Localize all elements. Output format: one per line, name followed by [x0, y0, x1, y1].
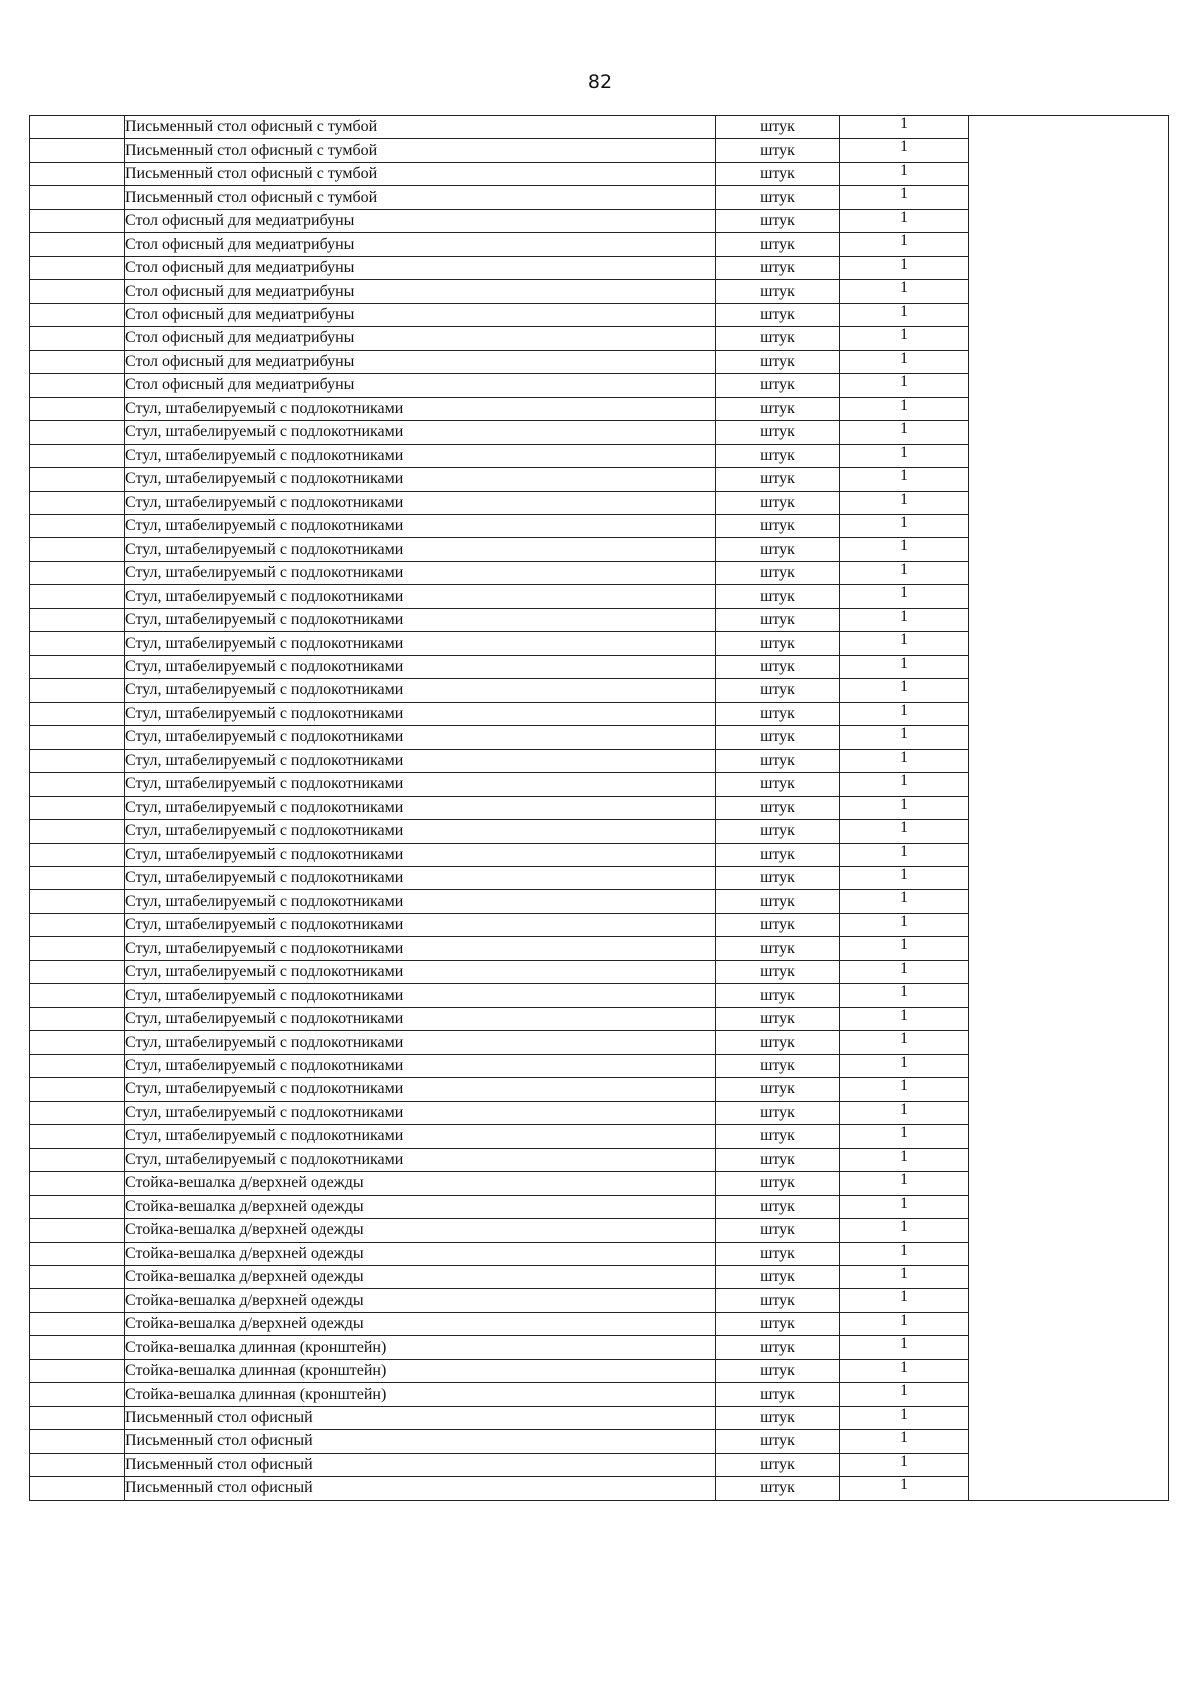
row-number-cell [30, 890, 125, 913]
unit-cell: штук [716, 397, 840, 420]
quantity-cell: 1 [840, 162, 969, 185]
unit-cell: штук [716, 1031, 840, 1054]
item-name-cell: Стул, штабелируемый с подлокотниками [125, 1031, 716, 1054]
unit-cell: штук [716, 960, 840, 983]
item-name-cell: Стул, штабелируемый с подлокотниками [125, 1054, 716, 1077]
item-name-cell: Стойка-вешалка д/верхней одежды [125, 1195, 716, 1218]
quantity-cell: 1 [840, 538, 969, 561]
row-number-cell [30, 632, 125, 655]
unit-cell: штук [716, 491, 840, 514]
row-number-cell [30, 1007, 125, 1030]
unit-cell: штук [716, 655, 840, 678]
row-number-cell [30, 1054, 125, 1077]
quantity-cell: 1 [840, 1312, 969, 1335]
row-number-cell [30, 749, 125, 772]
quantity-cell: 1 [840, 514, 969, 537]
quantity-cell: 1 [840, 303, 969, 326]
quantity-cell: 1 [840, 726, 969, 749]
row-number-cell [30, 984, 125, 1007]
item-name-cell: Стул, штабелируемый с подлокотниками [125, 843, 716, 866]
unit-cell: штук [716, 1007, 840, 1030]
quantity-cell: 1 [840, 397, 969, 420]
row-number-cell [30, 937, 125, 960]
inventory-table [29, 115, 1169, 1501]
row-number-cell [30, 1430, 125, 1453]
quantity-cell: 1 [840, 1125, 969, 1148]
quantity-cell: 1 [840, 1430, 969, 1453]
quantity-cell: 1 [840, 585, 969, 608]
row-number-cell [30, 350, 125, 373]
unit-cell: штук [716, 1336, 840, 1359]
row-number-cell [30, 538, 125, 561]
item-name-cell: Стул, штабелируемый с подлокотниками [125, 1125, 716, 1148]
item-name-cell: Стойка-вешалка д/верхней одежды [125, 1172, 716, 1195]
unit-cell: штук [716, 1242, 840, 1265]
item-name-cell: Стул, штабелируемый с подлокотниками [125, 585, 716, 608]
row-number-cell [30, 1289, 125, 1312]
item-name-cell: Стул, штабелируемый с подлокотниками [125, 796, 716, 819]
unit-cell: штук [716, 1195, 840, 1218]
quantity-cell: 1 [840, 561, 969, 584]
row-number-cell [30, 397, 125, 420]
item-name-cell: Письменный стол офисный с тумбой [125, 162, 716, 185]
row-number-cell [30, 773, 125, 796]
unit-cell: штук [716, 585, 840, 608]
unit-cell: штук [716, 702, 840, 725]
item-name-cell: Стул, штабелируемый с подлокотниками [125, 749, 716, 772]
quantity-cell: 1 [840, 820, 969, 843]
item-name-cell: Письменный стол офисный [125, 1477, 716, 1500]
quantity-cell: 1 [840, 1265, 969, 1288]
item-name-cell: Письменный стол офисный [125, 1406, 716, 1429]
item-name-cell: Стол офисный для медиатрибуны [125, 303, 716, 326]
item-name-cell: Стол офисный для медиатрибуны [125, 374, 716, 397]
unit-cell: штук [716, 468, 840, 491]
row-number-cell [30, 116, 125, 139]
row-number-cell [30, 421, 125, 444]
quantity-cell: 1 [840, 209, 969, 232]
quantity-cell: 1 [840, 256, 969, 279]
item-name-cell: Стул, штабелируемый с подлокотниками [125, 820, 716, 843]
row-number-cell [30, 374, 125, 397]
row-number-cell [30, 1359, 125, 1382]
unit-cell: штук [716, 820, 840, 843]
quantity-cell: 1 [840, 233, 969, 256]
item-name-cell: Письменный стол офисный [125, 1453, 716, 1476]
item-name-cell: Стул, штабелируемый с подлокотниками [125, 984, 716, 1007]
item-name-cell: Стул, штабелируемый с подлокотниками [125, 538, 716, 561]
unit-cell: штук [716, 116, 840, 139]
item-name-cell: Стол офисный для медиатрибуны [125, 256, 716, 279]
unit-cell: штук [716, 350, 840, 373]
quantity-cell: 1 [840, 186, 969, 209]
item-name-cell: Стул, штабелируемый с подлокотниками [125, 655, 716, 678]
row-number-cell [30, 1453, 125, 1476]
row-number-cell [30, 186, 125, 209]
item-name-cell: Стул, штабелируемый с подлокотниками [125, 491, 716, 514]
row-number-cell [30, 1125, 125, 1148]
quantity-cell: 1 [840, 1054, 969, 1077]
item-name-cell: Стойка-вешалка д/верхней одежды [125, 1289, 716, 1312]
row-number-cell [30, 561, 125, 584]
quantity-cell: 1 [840, 1195, 969, 1218]
item-name-cell: Стул, штабелируемый с подлокотниками [125, 702, 716, 725]
item-name-cell: Стол офисный для медиатрибуны [125, 233, 716, 256]
row-number-cell [30, 960, 125, 983]
quantity-cell: 1 [840, 1477, 969, 1500]
unit-cell: штук [716, 1078, 840, 1101]
row-number-cell [30, 444, 125, 467]
quantity-cell: 1 [840, 608, 969, 631]
row-number-cell [30, 1242, 125, 1265]
quantity-cell: 1 [840, 1219, 969, 1242]
unit-cell: штук [716, 1312, 840, 1335]
quantity-cell: 1 [840, 1101, 969, 1124]
row-number-cell [30, 796, 125, 819]
item-name-cell: Стул, штабелируемый с подлокотниками [125, 561, 716, 584]
unit-cell: штук [716, 984, 840, 1007]
unit-cell: штук [716, 796, 840, 819]
unit-cell: штук [716, 256, 840, 279]
unit-cell: штук [716, 139, 840, 162]
quantity-cell: 1 [840, 1031, 969, 1054]
quantity-cell: 1 [840, 913, 969, 936]
row-number-cell [30, 491, 125, 514]
quantity-cell: 1 [840, 1383, 969, 1406]
item-name-cell: Стул, штабелируемый с подлокотниками [125, 1078, 716, 1101]
unit-cell: штук [716, 514, 840, 537]
item-name-cell: Стул, штабелируемый с подлокотниками [125, 913, 716, 936]
quantity-cell: 1 [840, 374, 969, 397]
item-name-cell: Стул, штабелируемый с подлокотниками [125, 514, 716, 537]
item-name-cell: Стойка-вешалка длинная (кронштейн) [125, 1336, 716, 1359]
unit-cell: штук [716, 749, 840, 772]
quantity-cell: 1 [840, 1453, 969, 1476]
item-name-cell: Стойка-вешалка д/верхней одежды [125, 1312, 716, 1335]
row-number-cell [30, 209, 125, 232]
quantity-cell: 1 [840, 843, 969, 866]
unit-cell: штук [716, 632, 840, 655]
unit-cell: штук [716, 1148, 840, 1171]
unit-cell: штук [716, 679, 840, 702]
unit-cell: штук [716, 1125, 840, 1148]
row-number-cell [30, 327, 125, 350]
row-number-cell [30, 1383, 125, 1406]
table-body [30, 116, 1169, 1501]
row-number-cell [30, 1336, 125, 1359]
quantity-cell: 1 [840, 350, 969, 373]
unit-cell: штук [716, 374, 840, 397]
unit-cell: штук [716, 444, 840, 467]
item-name-cell: Стойка-вешалка д/верхней одежды [125, 1265, 716, 1288]
unit-cell: штук [716, 1289, 840, 1312]
unit-cell: штук [716, 233, 840, 256]
item-name-cell: Стул, штабелируемый с подлокотниками [125, 632, 716, 655]
unit-cell: штук [716, 1172, 840, 1195]
item-name-cell: Стойка-вешалка длинная (кронштейн) [125, 1359, 716, 1382]
unit-cell: штук [716, 162, 840, 185]
quantity-cell: 1 [840, 984, 969, 1007]
quantity-cell: 1 [840, 632, 969, 655]
item-name-cell: Стул, штабелируемый с подлокотниками [125, 867, 716, 890]
quantity-cell: 1 [840, 421, 969, 444]
quantity-cell: 1 [840, 468, 969, 491]
unit-cell: штук [716, 843, 840, 866]
item-name-cell: Стул, штабелируемый с подлокотниками [125, 960, 716, 983]
row-number-cell [30, 1477, 125, 1500]
row-number-cell [30, 843, 125, 866]
row-number-cell [30, 303, 125, 326]
table-row [30, 116, 1169, 139]
item-name-cell: Стул, штабелируемый с подлокотниками [125, 1148, 716, 1171]
item-name-cell: Стол офисный для медиатрибуны [125, 209, 716, 232]
quantity-cell: 1 [840, 1406, 969, 1429]
unit-cell: штук [716, 1477, 840, 1500]
quantity-cell: 1 [840, 139, 969, 162]
quantity-cell: 1 [840, 1336, 969, 1359]
quantity-cell: 1 [840, 749, 969, 772]
row-number-cell [30, 468, 125, 491]
item-name-cell: Стул, штабелируемый с подлокотниками [125, 1007, 716, 1030]
quantity-cell: 1 [840, 1172, 969, 1195]
row-number-cell [30, 655, 125, 678]
item-name-cell: Стул, штабелируемый с подлокотниками [125, 608, 716, 631]
unit-cell: штук [716, 421, 840, 444]
unit-cell: штук [716, 1219, 840, 1242]
quantity-cell: 1 [840, 960, 969, 983]
unit-cell: штук [716, 1101, 840, 1124]
notes-cell [969, 116, 1169, 1501]
row-number-cell [30, 1219, 125, 1242]
quantity-cell: 1 [840, 327, 969, 350]
unit-cell: штук [716, 561, 840, 584]
item-name-cell: Стойка-вешалка д/верхней одежды [125, 1242, 716, 1265]
quantity-cell: 1 [840, 1242, 969, 1265]
item-name-cell: Стул, штабелируемый с подлокотниками [125, 468, 716, 491]
item-name-cell: Письменный стол офисный с тумбой [125, 186, 716, 209]
item-name-cell: Стойка-вешалка длинная (кронштейн) [125, 1383, 716, 1406]
quantity-cell: 1 [840, 280, 969, 303]
row-number-cell [30, 1078, 125, 1101]
quantity-cell: 1 [840, 679, 969, 702]
unit-cell: штук [716, 1453, 840, 1476]
unit-cell: штук [716, 538, 840, 561]
unit-cell: штук [716, 937, 840, 960]
row-number-cell [30, 1195, 125, 1218]
item-name-cell: Стул, штабелируемый с подлокотниками [125, 397, 716, 420]
quantity-cell: 1 [840, 1359, 969, 1382]
unit-cell: штук [716, 1430, 840, 1453]
unit-cell: штук [716, 1383, 840, 1406]
item-name-cell: Стойка-вешалка д/верхней одежды [125, 1219, 716, 1242]
unit-cell: штук [716, 280, 840, 303]
row-number-cell [30, 514, 125, 537]
quantity-cell: 1 [840, 1078, 969, 1101]
unit-cell: штук [716, 209, 840, 232]
row-number-cell [30, 820, 125, 843]
row-number-cell [30, 726, 125, 749]
row-number-cell [30, 867, 125, 890]
row-number-cell [30, 1101, 125, 1124]
quantity-cell: 1 [840, 773, 969, 796]
unit-cell: штук [716, 890, 840, 913]
unit-cell: штук [716, 1054, 840, 1077]
quantity-cell: 1 [840, 491, 969, 514]
row-number-cell [30, 280, 125, 303]
item-name-cell: Стул, штабелируемый с подлокотниками [125, 1101, 716, 1124]
unit-cell: штук [716, 1359, 840, 1382]
page-number: 82 [587, 71, 613, 93]
quantity-cell: 1 [840, 116, 969, 139]
quantity-cell: 1 [840, 1148, 969, 1171]
row-number-cell [30, 679, 125, 702]
row-number-cell [30, 1406, 125, 1429]
row-number-cell [30, 1265, 125, 1288]
unit-cell: штук [716, 1265, 840, 1288]
quantity-cell: 1 [840, 937, 969, 960]
row-number-cell [30, 139, 125, 162]
quantity-cell: 1 [840, 702, 969, 725]
quantity-cell: 1 [840, 796, 969, 819]
row-number-cell [30, 702, 125, 725]
unit-cell: штук [716, 186, 840, 209]
unit-cell: штук [716, 608, 840, 631]
item-name-cell: Письменный стол офисный с тумбой [125, 116, 716, 139]
quantity-cell: 1 [840, 1289, 969, 1312]
row-number-cell [30, 1312, 125, 1335]
item-name-cell: Письменный стол офисный [125, 1430, 716, 1453]
item-name-cell: Стул, штабелируемый с подлокотниками [125, 679, 716, 702]
row-number-cell [30, 1172, 125, 1195]
unit-cell: штук [716, 867, 840, 890]
row-number-cell [30, 233, 125, 256]
quantity-cell: 1 [840, 655, 969, 678]
item-name-cell: Стул, штабелируемый с подлокотниками [125, 773, 716, 796]
unit-cell: штук [716, 913, 840, 936]
quantity-cell: 1 [840, 1007, 969, 1030]
item-name-cell: Стул, штабелируемый с подлокотниками [125, 444, 716, 467]
item-name-cell: Стол офисный для медиатрибуны [125, 280, 716, 303]
row-number-cell [30, 1031, 125, 1054]
row-number-cell [30, 585, 125, 608]
item-name-cell: Стул, штабелируемый с подлокотниками [125, 726, 716, 749]
unit-cell: штук [716, 327, 840, 350]
row-number-cell [30, 256, 125, 279]
item-name-cell: Письменный стол офисный с тумбой [125, 139, 716, 162]
row-number-cell [30, 608, 125, 631]
row-number-cell [30, 913, 125, 936]
row-number-cell [30, 1148, 125, 1171]
unit-cell: штук [716, 1406, 840, 1429]
item-name-cell: Стул, штабелируемый с подлокотниками [125, 421, 716, 444]
quantity-cell: 1 [840, 444, 969, 467]
item-name-cell: Стул, штабелируемый с подлокотниками [125, 890, 716, 913]
unit-cell: штук [716, 303, 840, 326]
item-name-cell: Стол офисный для медиатрибуны [125, 350, 716, 373]
item-name-cell: Стол офисный для медиатрибуны [125, 327, 716, 350]
unit-cell: штук [716, 773, 840, 796]
quantity-cell: 1 [840, 867, 969, 890]
item-name-cell: Стул, штабелируемый с подлокотниками [125, 937, 716, 960]
unit-cell: штук [716, 726, 840, 749]
row-number-cell [30, 162, 125, 185]
quantity-cell: 1 [840, 890, 969, 913]
